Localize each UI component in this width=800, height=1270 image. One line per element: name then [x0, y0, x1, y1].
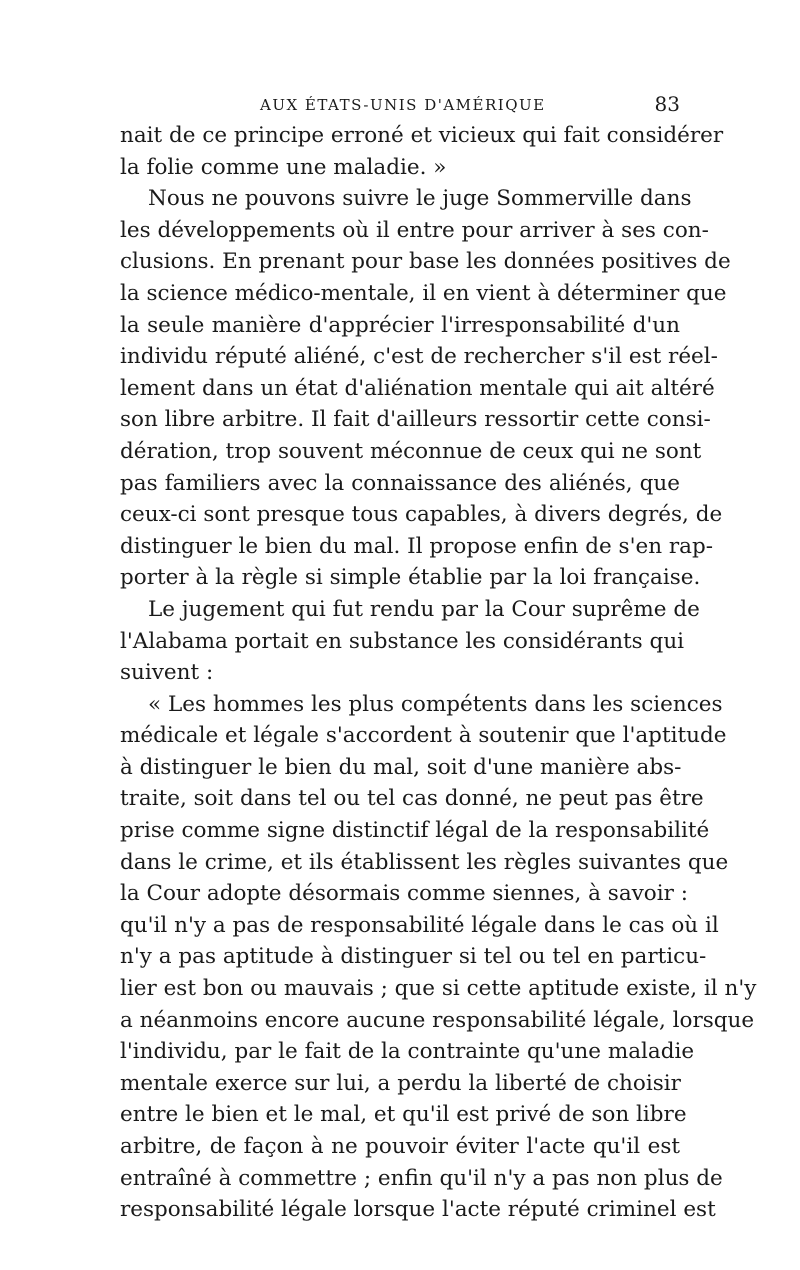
text-line: dans le crime, et ils établissent les règles suivantes que	[120, 849, 729, 875]
text-line: individu réputé aliéné, c'est de rechercher s'il est réel-	[120, 344, 718, 370]
text-line: arbitre, de façon à ne pouvoir éviter l'acte qu'il est	[120, 1134, 680, 1159]
text-line: lement dans un état d'aliénation mentale qui ait altéré	[120, 375, 715, 401]
page-number: 83	[654, 92, 680, 116]
text-line: son libre arbitre. Il fait d'ailleurs ressortir cette consi-	[120, 407, 711, 433]
running-head	[120, 92, 680, 118]
text-line: Le jugement qui fut rendu par la Cour suprême de	[148, 596, 700, 622]
text-line: qu'il n'y a pas de responsabilité légale dans le cas où il	[120, 912, 719, 938]
text-line: mentale exerce sur lui, a perdu la liberté de choisir	[120, 1070, 681, 1096]
text-line: médicale et légale s'accordent à soutenir que l'aptitude	[120, 723, 727, 749]
text-line: traite, soit dans tel ou tel cas donné, ne peut pas être	[120, 786, 704, 812]
text-line: à distinguer le bien du mal, soit d'une manière abs-	[120, 754, 682, 780]
text-line: porter à la règle si simple établie par la loi française.	[120, 565, 701, 591]
text-line: la science médico-mentale, il en vient à déterminer que	[120, 280, 727, 306]
text-line: a néanmoins encore aucune responsabilité légale, lorsque	[120, 1007, 755, 1033]
text-line: la seule manière d'apprécier l'irresponsabilité d'un	[120, 312, 680, 338]
text-line: entraîné à commettre ; enfin qu'il n'y a pas non plus de	[120, 1165, 723, 1191]
text-line: suivent :	[120, 660, 214, 686]
text-line: nait de ce principe erroné et vicieux qui fait considérer	[120, 123, 724, 148]
text-line: ceux-ci sont presque tous capables, à divers degrés, de	[120, 502, 723, 528]
text-line: responsabilité légale lorsque l'acte réputé criminel est	[120, 1197, 716, 1223]
body-text	[120, 120, 757, 1226]
text-line: lier est bon ou mauvais ; que si cette aptitude existe, il n'y	[120, 976, 757, 1002]
text-line: Nous ne pouvons suivre le juge Sommerville dans	[148, 186, 692, 212]
text-line: l'Alabama portait en substance les considérants qui	[120, 628, 685, 654]
text-line: clusions. En prenant pour base les données positives de	[120, 249, 731, 275]
text-line: « Les hommes les plus compétents dans les sciences	[148, 691, 723, 717]
text-line: l'individu, par le fait de la contrainte qu'une maladie	[120, 1039, 695, 1065]
text-line: dération, trop souvent méconnue de ceux qui ne sont	[120, 438, 702, 464]
text-line: distinguer le bien du mal. Il propose enfin de s'en rap-	[120, 533, 714, 559]
text-line: n'y a pas aptitude à distinguer si tel ou tel en particu-	[120, 944, 707, 970]
text-line: pas familiers avec la connaissance des aliénés, que	[120, 470, 680, 496]
text-line: prise comme signe distinctif légal de la responsabilité	[120, 818, 710, 844]
text-line: les développements où il entre pour arriver à ses con-	[120, 217, 709, 243]
text-line: entre le bien et le mal, et qu'il est privé de son libre	[120, 1102, 687, 1128]
text-line: la folie comme une maladie. »	[120, 154, 447, 180]
running-title: AUX ÉTATS-UNIS D'AMÉRIQUE	[260, 96, 546, 114]
text-line: la Cour adopte désormais comme siennes, à savoir :	[120, 881, 688, 907]
